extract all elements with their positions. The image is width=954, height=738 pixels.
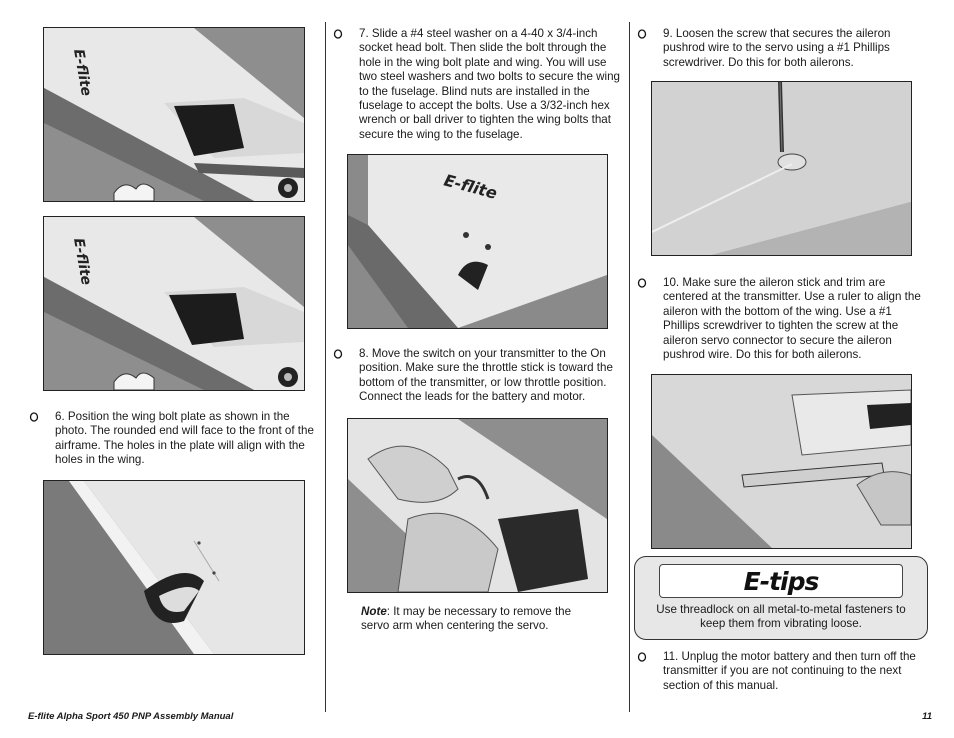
photo-wing-bolts xyxy=(347,154,608,329)
photo-loosen-screw xyxy=(651,81,912,256)
step-9 xyxy=(637,27,927,70)
step-7-text: 7. Slide a #4 steel washer on a 4-40 x 3/4-inch socket head bolt. Then slide the bolt through the hole in the wing bolt plate and wing. You will use two steel washers and two bolts to secure the wing to the fuselage. Blind nuts are installed in the fuselage to accept the bolts. Use a 3/32-inch hex wrench or ball driver to tighten the wing bolts that secure the wing to the fuselage. xyxy=(359,27,620,141)
photo-wing-underside xyxy=(43,480,305,655)
footer-title: E-flite Alpha Sport 450 PNP Assembly Manual xyxy=(28,711,234,722)
photo-wing-bolt-plate-top xyxy=(43,27,305,202)
step-10-text: 10. Make sure the aileron stick and trim are centered at the transmitter. Use a ruler to align the aileron with the bottom of the wing. Use a #1 Phillips screwdriver to tighten the screw at the aileron servo connector to secure the aileron pushrod wire. Do this for both ailerons. xyxy=(663,276,921,362)
note-text: : It may be necessary to remove the servo arm when centering the servo. xyxy=(361,605,572,633)
checkbox-circle-icon xyxy=(29,410,39,422)
note xyxy=(361,605,591,634)
checkbox-circle-icon xyxy=(637,276,647,288)
checkbox-circle-icon xyxy=(333,27,343,39)
step-6 xyxy=(29,410,321,468)
note-label: Note xyxy=(361,605,387,618)
photo-connect-leads xyxy=(347,418,608,593)
wing-logo: E-flite xyxy=(441,170,500,203)
wing-logo: E-flite xyxy=(70,236,95,287)
step-10 xyxy=(637,276,927,362)
checkbox-circle-icon xyxy=(637,650,647,662)
column-divider-2 xyxy=(629,22,630,712)
step-6-text: 6. Position the wing bolt plate as shown in the photo. The rounded end will face to the front of the airframe. The holes in the plate will align with the holes in the wing. xyxy=(55,410,314,467)
column-divider-1 xyxy=(325,22,326,712)
step-7 xyxy=(333,27,623,142)
etips-logo: E-tips xyxy=(743,567,819,596)
etips-logo-frame xyxy=(659,564,903,598)
checkbox-circle-icon xyxy=(333,347,343,359)
photo-wing-bolt-plate-bottom xyxy=(43,216,305,391)
photo-ruler-aileron xyxy=(651,374,912,549)
step-8 xyxy=(333,347,623,405)
etips-callout xyxy=(634,556,928,640)
step-11-text: 11. Unplug the motor battery and then turn off the transmitter if you are not continuing to the next section of this manual. xyxy=(663,650,916,692)
etips-text: Use threadlock on all metal-to-metal fasteners to keep them from vibrating loose. xyxy=(656,603,906,631)
step-9-text: 9. Loosen the screw that secures the aileron pushrod wire to the servo using a #1 Phillips screwdriver. Do this for both ailerons. xyxy=(663,27,891,69)
page-number: 11 xyxy=(922,711,932,722)
step-8-text: 8. Move the switch on your transmitter to the On position. Make sure the throttle stick is toward the bottom of the transmitter, or low throttle position. Connect the leads for the battery and motor. xyxy=(359,347,613,404)
step-11 xyxy=(637,650,927,693)
wing-logo: E-flite xyxy=(70,47,95,98)
checkbox-circle-icon xyxy=(637,27,647,39)
